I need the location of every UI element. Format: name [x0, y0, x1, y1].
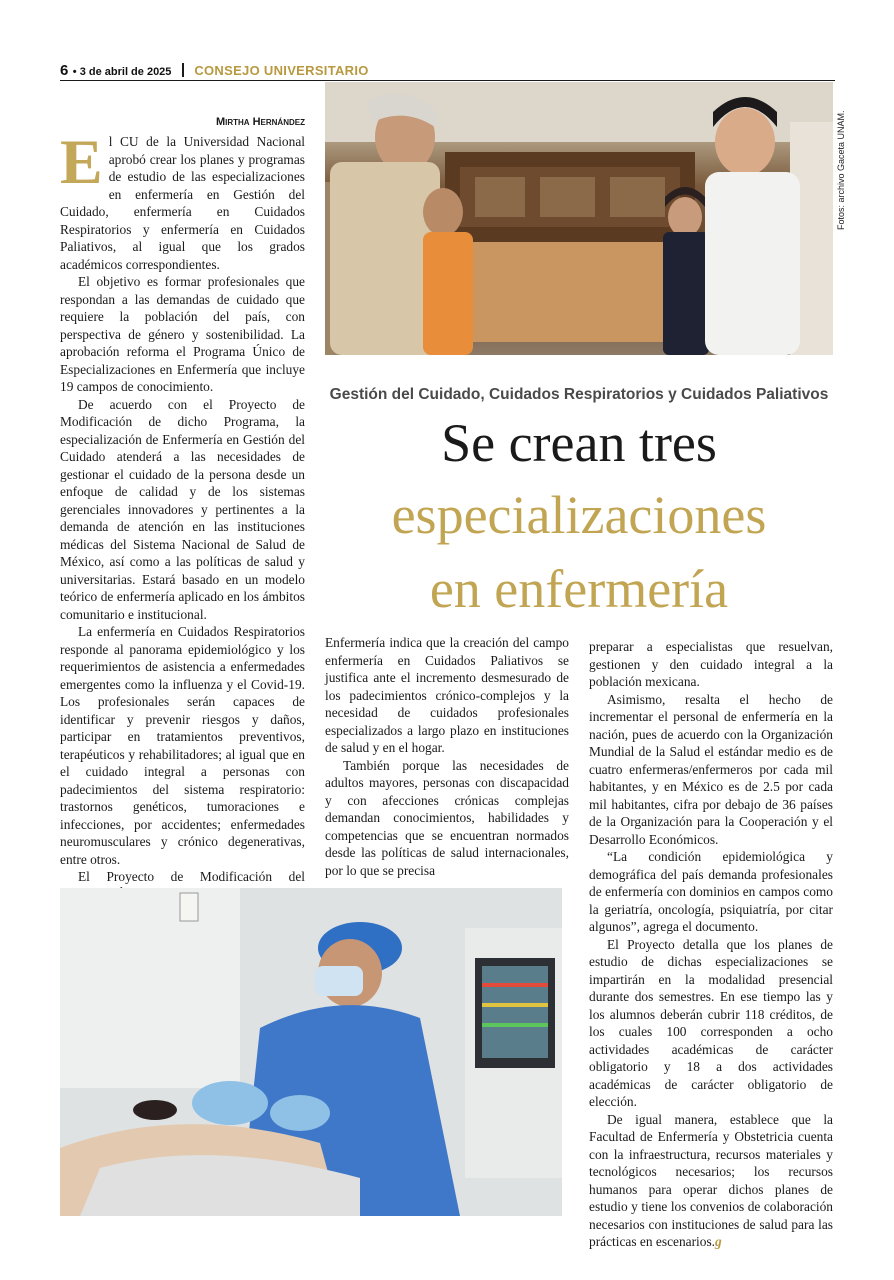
- article-kicker: Gestión del Cuidado, Cuidados Respiratorios y Cuidados Paliativos: [329, 386, 829, 403]
- photo-scene-elders-and-nurses: [325, 82, 833, 355]
- page-number: 6: [60, 62, 69, 79]
- author-byline: Mirtha Hernández: [215, 116, 305, 128]
- paragraph: El objetivo es formar profesionales que respondan a las demandas de cuidado que requiere la población del país, con perspectiva de género y sostenibilidad. La aprobación reforma el Programa Único de Especializaciones en Enfermería que incluye 19 campos de conocimiento.: [60, 274, 305, 394]
- paragraph: [60, 126, 305, 273]
- photo-scene-nurse-patient: [60, 888, 562, 1216]
- paragraph-text: l CU de la Universidad Nacional aprobó crear los planes y programas de estudio de las especializaciones en enfermería en Gestión del Cuidado, enfermería en Cuidados Respiratorios y enfermería en Cuidados Paliativos, al igual que los grados académicos correspondientes.: [60, 134, 305, 272]
- end-mark: g: [715, 1234, 722, 1249]
- paragraph: Enfermería indica que la creación del campo enfermería en Cuidados Paliativos se justifica ante el incremento desmesurado de los padecimientos crónico-complejos y la necesidad de cuidados profesionales especializados a largo plazo en instituciones de salud y en el hogar.: [325, 635, 569, 755]
- paragraph: El Proyecto detalla que los planes de estudio de dichas especializaciones se impartirán en la modalidad presencial durante dos semestres. En ese tiempo las y los alumnos deberán cubrir 118 créditos, de los cuales 100 corresponden a ocho actividades académicas de carácter obligatorio y 18 a dos actividades académicas de carácter obligatorio de elección.: [589, 936, 833, 1109]
- paragraph: También porque las necesidades de adultos mayores, personas con discapacidad y con afecciones crónicas complejas demandan conocimientos, habilidades y competencias que se encuentran normados desde las políticas de salud internacionales, por lo que se precisa: [325, 757, 569, 878]
- paragraph: De acuerdo con el Proyecto de Modificación de dicho Programa, la especialización de Enfermería en Gestión del Cuidado atenderá a las necesidades de gestionar el cuidado de la persona desde un enfoque de calidad y de los sistemas gerenciales innovadores y pertinentes a la demanda de atención en las instituciones médicas del Sistema Nacional de Salud de México, así como a las políticas de salud y universitarias. Estará basado en un modelo teórico de enfermería aplicado en los ámbitos comunitario e institucional.: [60, 396, 305, 622]
- paragraph: [589, 1111, 833, 1251]
- paragraph: preparar a especialistas que resuelvan, gestionen y den cuidado integral a la población mexicana.: [589, 639, 833, 689]
- article-column-3: [589, 638, 833, 1251]
- drop-cap: E: [60, 126, 103, 197]
- headline-line-3: en enfermería: [429, 559, 729, 619]
- paragraph: El Proyecto de Modificación del: [78, 869, 305, 884]
- section-name: CONSEJO UNIVERSITARIO: [194, 63, 369, 78]
- paragraph: La enfermería en Cuidados Respiratorios responde al panorama epidemiológico y los requerimientos de asistencia a enfermedades emergentes como la influenza y el Covid-19. Los profesionales serán capaces de identificar y prevenir riesgos y daños, participar en tratamientos preventivos, terapéuticos y rehabilitadores; al igual que en el cuidado integral a personas con padecimientos del sistema respiratorio: trastornos genéticos, tumoraciones e infecciones, por accidentes; enfermedades neuromusculares y crónico degenerativas, entre otros.: [60, 624, 305, 867]
- header-divider: [182, 63, 184, 77]
- photo-credit: Fotos: archivo Gaceta UNAM.: [836, 110, 846, 230]
- paragraph-text: De igual manera, establece que la Facultad de Enfermería y Obstetricia cuenta con la infraestructura, recursos materiales y tecnológicos necesarios; los recursos humanos para operar dichos planes de estudio y tiene los convenios de colaboración necesarios con instituciones de salud para las prácticas en escenarios.: [589, 1111, 833, 1249]
- headline-line-2: especializaciones: [391, 485, 767, 545]
- nursing-students-photo: [325, 82, 833, 355]
- article-column-2: [325, 634, 569, 879]
- headline-line-1: Se crean tres: [441, 413, 717, 473]
- paragraph: “La condición epidemiológica y demográfica del país demanda profesionales de enfermería con dominios en campos como la geriatría, oncología, psiquiatría, por citar algunos”, agrega el documento.: [589, 849, 833, 934]
- paragraph: Asimismo, resalta el hecho de incrementar el personal de enfermería en la nación, pues de acuerdo con la Organización Mundial de la Salud el estándar medio es de cuatro enfermeras/enfermeros por cada mil habitantes, y en México es de 2.5 por cada mil habitantes, cifra por debajo de 36 países de la Organización para la Cooperación y el Desarrollo Económicos.: [589, 691, 833, 847]
- nurse-stethoscope-photo: [60, 888, 562, 1216]
- article-column-1: [60, 126, 305, 903]
- issue-date: • 3 de abril de 2025: [72, 66, 172, 78]
- page-header: [60, 62, 835, 81]
